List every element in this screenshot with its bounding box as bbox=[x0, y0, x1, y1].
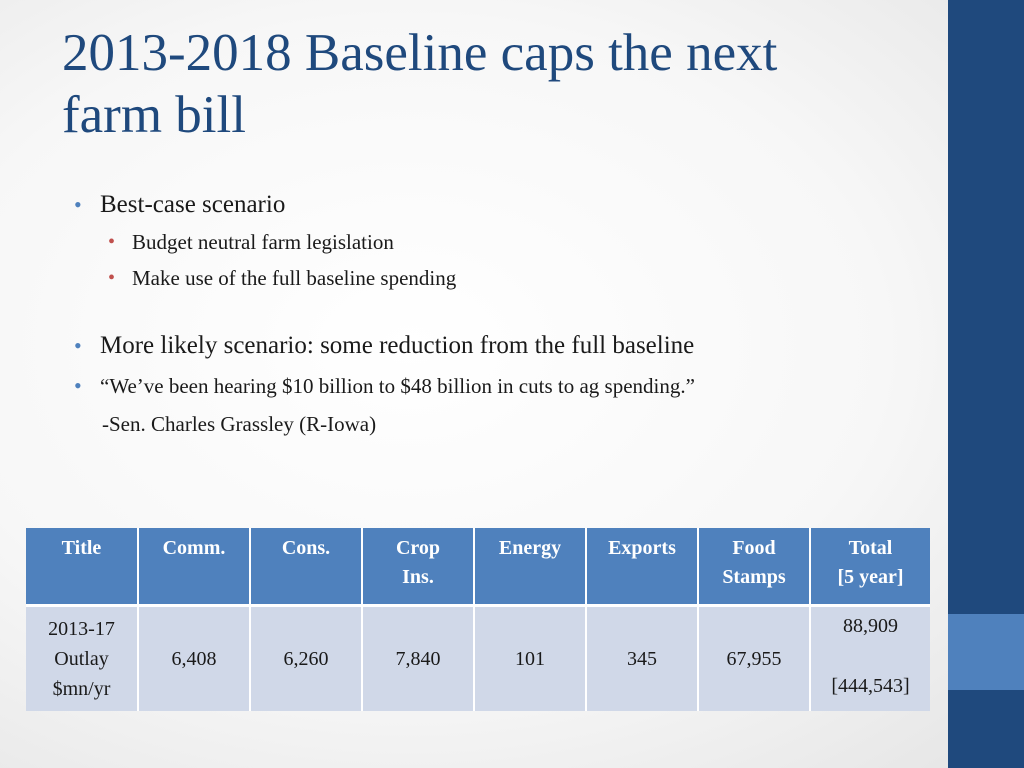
header-comm: Comm. bbox=[138, 528, 250, 606]
quote-attribution: -Sen. Charles Grassley (R-Iowa) bbox=[102, 412, 377, 436]
total-annual: 88,909 bbox=[843, 615, 898, 637]
cell-exports: 345 bbox=[586, 606, 698, 712]
header-food-stamps: Food Stamps bbox=[698, 528, 810, 606]
bullet-list bbox=[74, 188, 934, 439]
header-exports: Exports bbox=[586, 528, 698, 606]
header-total: Total [5 year] bbox=[810, 528, 930, 606]
slide-title bbox=[62, 22, 922, 146]
cell-cons: 6,260 bbox=[250, 606, 362, 712]
header-energy: Energy bbox=[474, 528, 586, 606]
cell-total bbox=[810, 606, 930, 712]
sub-bullet-text: Make use of the full baseline spending bbox=[132, 266, 457, 290]
sub-bullet-text: Budget neutral farm legislation bbox=[132, 230, 394, 254]
cell-energy: 101 bbox=[474, 606, 586, 712]
table-row bbox=[26, 606, 930, 712]
bullet-text: Best-case scenario bbox=[100, 191, 286, 218]
sub-bullet-budget-neutral bbox=[108, 227, 934, 257]
bullet-best-case bbox=[74, 188, 934, 222]
quote-text: “We’ve been hearing $10 billion to $48 billion in cuts to ag spending.” bbox=[100, 374, 695, 398]
bullet-quote bbox=[74, 371, 934, 401]
cell-crop-ins: 7,840 bbox=[362, 606, 474, 712]
table-header-row bbox=[26, 528, 930, 606]
total-five-year: [444,543] bbox=[831, 675, 910, 697]
cell-row-label: 2013-17 Outlay $mn/yr bbox=[26, 606, 138, 712]
sub-bullet-full-baseline bbox=[108, 263, 934, 293]
cell-food-stamps: 67,955 bbox=[698, 606, 810, 712]
bullet-dot-icon: • bbox=[74, 373, 82, 398]
title-line-2: farm bill bbox=[62, 86, 246, 144]
bullet-more-likely bbox=[74, 329, 934, 363]
sub-bullet-dot-icon: • bbox=[108, 231, 116, 253]
header-crop-ins: Crop Ins. bbox=[362, 528, 474, 606]
header-title: Title bbox=[26, 528, 138, 606]
title-line-1: 2013-2018 Baseline caps the next bbox=[62, 24, 778, 82]
header-cons: Cons. bbox=[250, 528, 362, 606]
bullet-dot-icon: • bbox=[74, 333, 82, 358]
bullet-dot-icon: • bbox=[74, 192, 82, 217]
baseline-table bbox=[26, 528, 930, 711]
side-decoration-accent bbox=[948, 614, 1024, 690]
bullet-text: More likely scenario: some reduction from the full baseline bbox=[100, 332, 695, 359]
cell-comm: 6,408 bbox=[138, 606, 250, 712]
sub-bullet-dot-icon: • bbox=[108, 267, 116, 289]
